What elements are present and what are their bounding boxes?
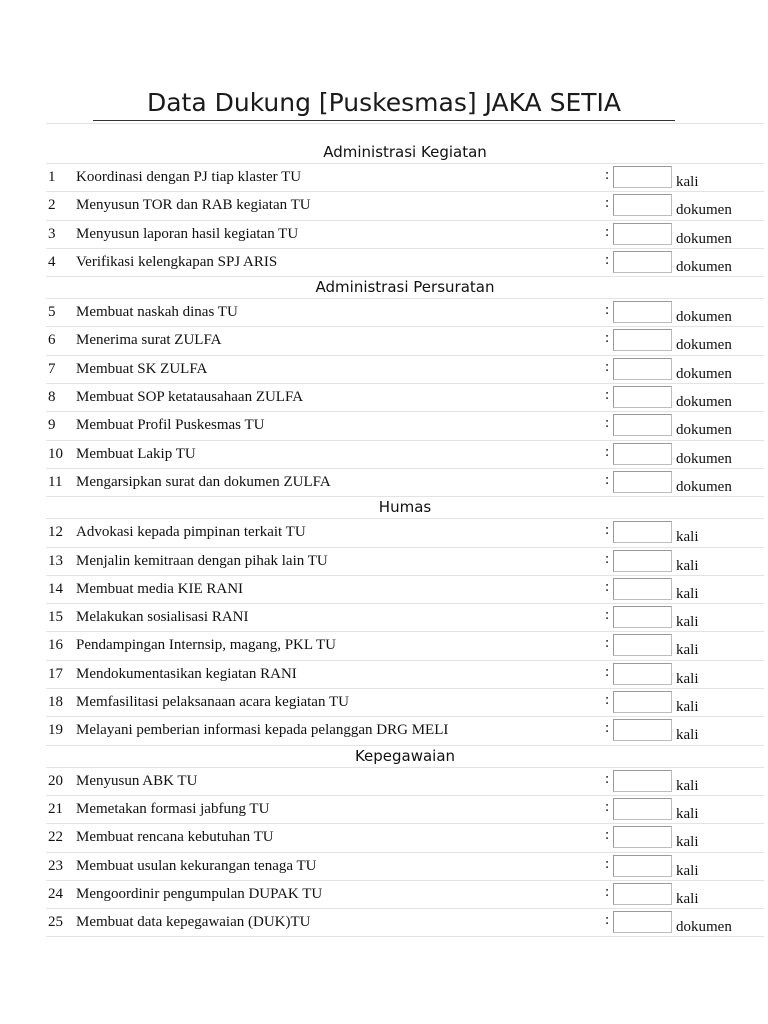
unit-label: dokumen: [676, 365, 732, 382]
value-input[interactable]: [613, 719, 672, 741]
item-label: Melayani pemberian informasi kepada pelanggan DRG MELI: [76, 722, 449, 739]
form-content: [0, 142, 768, 937]
unit-label: kali: [676, 805, 699, 822]
form-row: [46, 853, 764, 881]
section-heading: Kepegawaian: [46, 746, 764, 768]
item-label: Pendampingan Internsip, magang, PKL TU: [76, 637, 336, 654]
item-number: 19: [48, 722, 63, 739]
value-input[interactable]: [613, 606, 672, 628]
item-label: Menyusun laporan hasil kegiatan TU: [76, 225, 299, 242]
item-label: Menjalin kemitraan dengan pihak lain TU: [76, 552, 328, 569]
unit-label: kali: [676, 862, 699, 879]
unit-label: kali: [676, 614, 699, 631]
unit-label: dokumen: [676, 919, 732, 936]
item-number: 2: [48, 197, 56, 214]
item-colon: :: [605, 827, 610, 844]
form-row: [46, 327, 764, 355]
item-number: 1: [48, 169, 56, 185]
form-row: [46, 576, 764, 604]
value-input[interactable]: [613, 301, 672, 323]
value-input[interactable]: [613, 414, 672, 436]
form-row: [46, 384, 764, 412]
unit-label: dokumen: [676, 422, 732, 439]
unit-label: kali: [676, 670, 699, 687]
form-row: [46, 632, 764, 660]
item-colon: :: [605, 195, 610, 212]
item-number: 13: [48, 552, 63, 569]
item-label: Verifikasi kelengkapan SPJ ARIS: [76, 253, 278, 270]
value-input[interactable]: [613, 521, 672, 543]
item-label: Menerima surat ZULFA: [76, 332, 222, 349]
item-colon: :: [605, 387, 610, 404]
item-label: Mendokumentasikan kegiatan RANI: [76, 665, 297, 682]
item-label: Koordinasi dengan PJ tiap klaster TU: [76, 169, 302, 185]
item-label: Menyusun TOR dan RAB kegiatan TU: [76, 197, 311, 214]
unit-label: kali: [676, 777, 699, 794]
form-row: [46, 164, 764, 192]
item-number: 21: [48, 800, 63, 817]
item-colon: :: [605, 798, 610, 815]
value-input[interactable]: [613, 251, 672, 273]
item-colon: :: [605, 912, 610, 929]
item-label: Membuat Lakip TU: [76, 445, 196, 462]
item-number: 3: [48, 225, 56, 242]
value-input[interactable]: [613, 550, 672, 572]
unit-label: dokumen: [676, 230, 732, 247]
form-row: [46, 519, 764, 547]
section-heading: Administrasi Kegiatan: [46, 142, 764, 164]
unit-label: kali: [676, 585, 699, 602]
divider: [46, 123, 764, 124]
item-number: 10: [48, 445, 63, 462]
item-number: 23: [48, 857, 63, 874]
form-row: [46, 824, 764, 852]
form-row: [46, 604, 764, 632]
form-row: [46, 221, 764, 249]
item-colon: :: [605, 855, 610, 872]
value-input[interactable]: [613, 329, 672, 351]
item-colon: :: [605, 415, 610, 432]
item-label: Advokasi kepada pimpinan terkait TU: [76, 524, 306, 541]
item-colon: :: [605, 578, 610, 595]
item-number: 6: [48, 332, 56, 349]
item-label: Mengarsipkan surat dan dokumen ZULFA: [76, 473, 331, 490]
unit-label: kali: [676, 699, 699, 716]
value-input[interactable]: [613, 691, 672, 713]
item-number: 15: [48, 609, 63, 626]
item-number: 25: [48, 914, 63, 931]
form-row: [46, 689, 764, 717]
item-label: Mengoordinir pengumpulan DUPAK TU: [76, 885, 323, 902]
form-row: [46, 717, 764, 745]
value-input[interactable]: [613, 798, 672, 820]
item-colon: :: [605, 443, 610, 460]
item-number: 11: [48, 473, 63, 490]
unit-label: dokumen: [676, 478, 732, 495]
item-colon: :: [605, 330, 610, 347]
form-row: [46, 661, 764, 689]
section-heading: Administrasi Persuratan: [46, 277, 764, 299]
item-label: Membuat media KIE RANI: [76, 580, 244, 597]
form-row: [46, 796, 764, 824]
item-colon: :: [605, 883, 610, 900]
unit-label: kali: [676, 174, 699, 190]
item-colon: :: [605, 550, 610, 567]
item-colon: :: [605, 167, 610, 183]
unit-label: dokumen: [676, 337, 732, 354]
value-input[interactable]: [613, 471, 672, 493]
item-number: 22: [48, 829, 63, 846]
value-input[interactable]: [613, 223, 672, 245]
item-label: Membuat Profil Puskesmas TU: [76, 417, 265, 434]
item-colon: :: [605, 522, 610, 539]
item-colon: :: [605, 302, 610, 319]
form-row: [46, 441, 764, 469]
item-colon: :: [605, 471, 610, 488]
unit-label: kali: [676, 834, 699, 851]
item-colon: :: [605, 770, 610, 787]
item-number: 9: [48, 417, 56, 434]
value-input[interactable]: [613, 883, 672, 905]
unit-label: dokumen: [676, 450, 732, 467]
value-input[interactable]: [613, 634, 672, 656]
item-number: 8: [48, 389, 56, 406]
item-colon: :: [605, 720, 610, 737]
value-input[interactable]: [613, 194, 672, 216]
unit-label: kali: [676, 529, 699, 546]
item-number: 5: [48, 304, 56, 321]
unit-label: kali: [676, 557, 699, 574]
form-row: [46, 548, 764, 576]
value-input[interactable]: [613, 855, 672, 877]
item-number: 18: [48, 694, 63, 711]
unit-label: kali: [676, 727, 699, 744]
form-row: [46, 909, 764, 937]
value-input[interactable]: [613, 911, 672, 933]
item-number: 24: [48, 885, 63, 902]
item-number: 17: [48, 665, 63, 682]
item-label: Membuat SOP ketatausahaan ZULFA: [76, 389, 304, 406]
item-colon: :: [605, 692, 610, 709]
item-label: Membuat data kepegawaian (DUK)TU: [76, 914, 311, 931]
form-row: [46, 412, 764, 440]
item-colon: :: [605, 607, 610, 624]
form-row: [46, 299, 764, 327]
item-label: Membuat usulan kekurangan tenaga TU: [76, 857, 317, 874]
unit-label: kali: [676, 890, 699, 907]
value-input[interactable]: [613, 826, 672, 848]
item-label: Menyusun ABK TU: [76, 772, 198, 789]
item-number: 14: [48, 580, 63, 597]
item-number: 12: [48, 524, 63, 541]
item-colon: :: [605, 358, 610, 375]
value-input[interactable]: [613, 386, 672, 408]
unit-label: dokumen: [676, 258, 732, 275]
form-row: [46, 768, 764, 796]
item-colon: :: [605, 251, 610, 268]
item-label: Memetakan formasi jabfung TU: [76, 800, 270, 817]
form-row: [46, 356, 764, 384]
item-number: 16: [48, 637, 63, 654]
item-label: Memfasilitasi pelaksanaan acara kegiatan TU: [76, 694, 349, 711]
value-input[interactable]: [613, 578, 672, 600]
unit-label: dokumen: [676, 202, 732, 219]
item-label: Membuat naskah dinas TU: [76, 304, 238, 321]
item-colon: :: [605, 223, 610, 240]
value-input[interactable]: [613, 166, 672, 188]
item-number: 7: [48, 360, 56, 377]
item-colon: :: [605, 663, 610, 680]
unit-label: dokumen: [676, 309, 732, 326]
value-input[interactable]: [613, 663, 672, 685]
page-title: Data Dukung [Puskesmas] JAKA SETIA: [93, 86, 675, 121]
section-heading: Humas: [46, 497, 764, 519]
form-row: [46, 192, 764, 220]
unit-label: kali: [676, 642, 699, 659]
item-number: 4: [48, 253, 56, 270]
form-row: [46, 469, 764, 497]
item-number: 20: [48, 772, 63, 789]
value-input[interactable]: [613, 443, 672, 465]
value-input[interactable]: [613, 770, 672, 792]
item-label: Membuat SK ZULFA: [76, 360, 208, 377]
value-input[interactable]: [613, 358, 672, 380]
item-label: Membuat rencana kebutuhan TU: [76, 829, 274, 846]
item-colon: :: [605, 635, 610, 652]
item-label: Melakukan sosialisasi RANI: [76, 609, 249, 626]
form-row: [46, 881, 764, 909]
form-row: [46, 249, 764, 277]
unit-label: dokumen: [676, 394, 732, 411]
